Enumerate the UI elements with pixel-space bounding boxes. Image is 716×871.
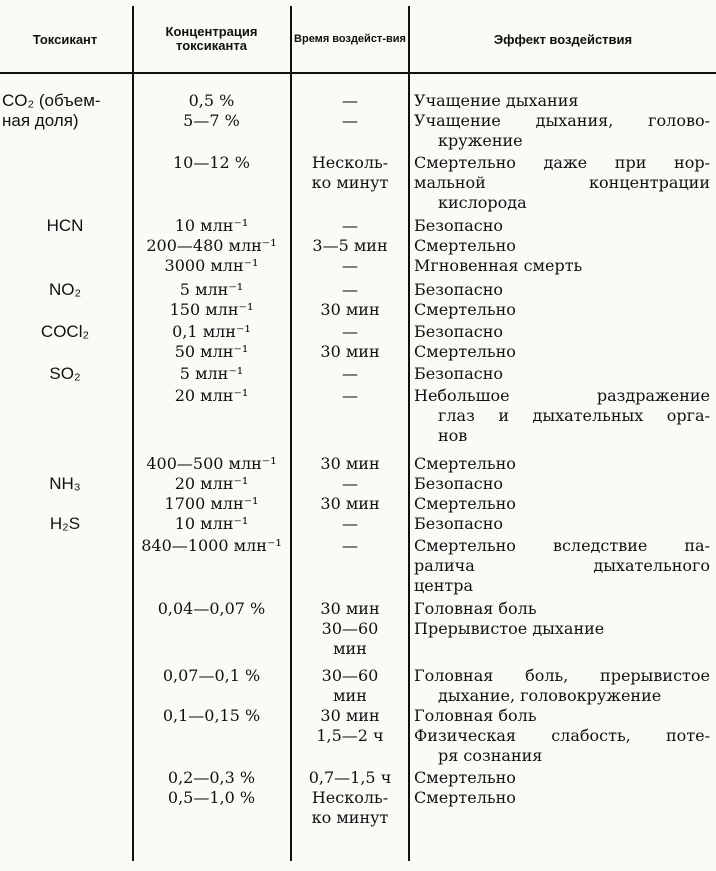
concentration-cell: 0,04—0,07 %	[157, 599, 266, 618]
toxicant-cell: ная доля)	[2, 111, 79, 130]
concentration-cell: 10 млн⁻¹	[174, 216, 249, 235]
time-cell: 3—5 мин	[312, 236, 388, 255]
concentration-cell: 0,1 млн⁻¹	[172, 322, 251, 341]
effect-cell: Смертельно	[414, 768, 516, 787]
time-cell: —	[342, 280, 358, 299]
time-cell: 30 мин	[320, 342, 380, 361]
effect-cell: Смертельно	[414, 454, 516, 473]
concentration-cell: 20 млн⁻¹	[174, 386, 249, 405]
concentration-cell: 0,2—0,3 %	[167, 768, 256, 787]
time-cell: —	[342, 536, 358, 555]
concentration-cell: 1700 млн⁻¹	[164, 494, 259, 513]
time-cell: Несколь-	[311, 153, 389, 172]
toxicant-cell: HCN	[46, 216, 84, 235]
effect-cell: Смертельно	[414, 342, 516, 361]
effect-cell: Смертельно	[414, 300, 516, 319]
time-cell: ко минут	[311, 808, 389, 827]
toxicant-cell: COCl₂	[40, 322, 90, 341]
toxicant-cell: NO₂	[48, 280, 82, 299]
effect-cell: Безопасно	[414, 322, 504, 341]
concentration-cell: 10 млн⁻¹	[174, 514, 249, 533]
effect-cell: Безопасно	[414, 280, 504, 299]
concentration-cell: 3000 млн⁻¹	[164, 256, 259, 275]
time-cell: 30 мин	[320, 599, 380, 618]
concentration-cell: 5 млн⁻¹	[179, 364, 244, 383]
time-cell: —	[342, 111, 358, 130]
effect-cell: кружение	[438, 131, 523, 150]
header-toxicant: Токсикант	[32, 31, 98, 47]
concentration-cell: 0,07—0,1 %	[162, 666, 261, 685]
concentration-cell: 20 млн⁻¹	[174, 474, 249, 493]
effect-cell: Небольшое раздражение	[414, 386, 710, 405]
concentration-cell: 10—12 %	[172, 153, 250, 172]
effect-cell: Смертельно	[414, 236, 516, 255]
header-effect: Эффект воздействия	[493, 31, 633, 47]
effect-cell: Безопасно	[414, 514, 504, 533]
effect-cell: Головная боль	[414, 599, 537, 618]
effect-cell: нов	[438, 426, 468, 445]
effect-cell: Головная боль	[414, 706, 537, 725]
time-cell: 30—60	[321, 619, 379, 638]
time-cell: 30—60	[321, 666, 379, 685]
effect-cell: Смертельно	[414, 494, 516, 513]
column-divider-1	[132, 6, 134, 861]
time-cell: —	[342, 91, 358, 110]
time-cell: —	[342, 514, 358, 533]
effect-cell: глаз и дыхательных орга-	[438, 406, 710, 425]
effect-cell: Физическая слабость, поте-	[414, 726, 710, 745]
effect-cell: Безопасно	[414, 364, 504, 383]
effect-cell: дыхание, головокружение	[438, 686, 662, 705]
concentration-cell: 5 млн⁻¹	[179, 280, 244, 299]
time-cell: 30 мин	[320, 706, 380, 725]
time-cell: 1,5—2 ч	[316, 726, 384, 745]
effect-cell: Прерывистое дыхание	[414, 619, 605, 638]
time-cell: мин	[333, 686, 367, 705]
effect-cell: Безопасно	[414, 216, 504, 235]
toxicant-cell: NH₃	[49, 474, 81, 493]
effect-cell: мальной концентрации	[414, 173, 710, 192]
time-cell: 0,7—1,5 ч	[308, 768, 392, 787]
time-cell: мин	[333, 639, 367, 658]
effect-cell: Смертельно	[414, 788, 516, 807]
effect-cell: Смертельно вследствие па-	[414, 536, 710, 555]
effect-cell: Головная боль, прерывистое	[414, 666, 710, 685]
effect-cell: Учащение дыхания, голово-	[414, 111, 710, 130]
effect-cell: кислорода	[438, 193, 527, 212]
toxicant-cell: H₂S	[49, 514, 81, 533]
time-cell: —	[342, 386, 358, 405]
concentration-cell: 400—500 млн⁻¹	[146, 454, 277, 473]
time-cell: 30 мин	[320, 494, 380, 513]
concentration-cell: 150 млн⁻¹	[169, 300, 254, 319]
time-cell: —	[342, 216, 358, 235]
effect-cell: Учащение дыхания	[414, 91, 579, 110]
time-cell: ко минут	[311, 173, 389, 192]
effect-cell: центра	[414, 576, 474, 595]
header-divider	[0, 72, 716, 74]
effect-cell: Мгновенная смерть	[414, 256, 583, 275]
time-cell: Несколь-	[311, 788, 389, 807]
concentration-cell: 0,5—1,0 %	[167, 788, 256, 807]
effect-cell: ралича дыхательного	[414, 556, 710, 575]
effect-cell: Смертельно даже при нор-	[414, 153, 710, 172]
concentration-cell: 5—7 %	[183, 111, 240, 130]
effect-cell: ря сознания	[438, 746, 543, 765]
effect-cell: Безопасно	[414, 474, 504, 493]
time-cell: 30 мин	[320, 454, 380, 473]
time-cell: 30 мин	[320, 300, 380, 319]
concentration-cell: 200—480 млн⁻¹	[146, 236, 277, 255]
column-divider-3	[408, 6, 410, 861]
concentration-cell: 0,5 %	[188, 91, 235, 110]
toxicant-cell: CO₂ (объем-	[2, 91, 101, 110]
header-concentration: Концентрация токсиканта	[165, 24, 258, 53]
concentration-cell: 50 млн⁻¹	[174, 342, 249, 361]
time-cell: —	[342, 364, 358, 383]
concentration-cell: 0,1—0,15 %	[162, 706, 261, 725]
time-cell: —	[342, 322, 358, 341]
time-cell: —	[342, 474, 358, 493]
time-cell: —	[342, 256, 358, 275]
header-time: Время воздейст-вия	[294, 32, 406, 45]
concentration-cell: 840—1000 млн⁻¹	[141, 536, 282, 555]
toxicant-cell: SO₂	[49, 364, 81, 383]
